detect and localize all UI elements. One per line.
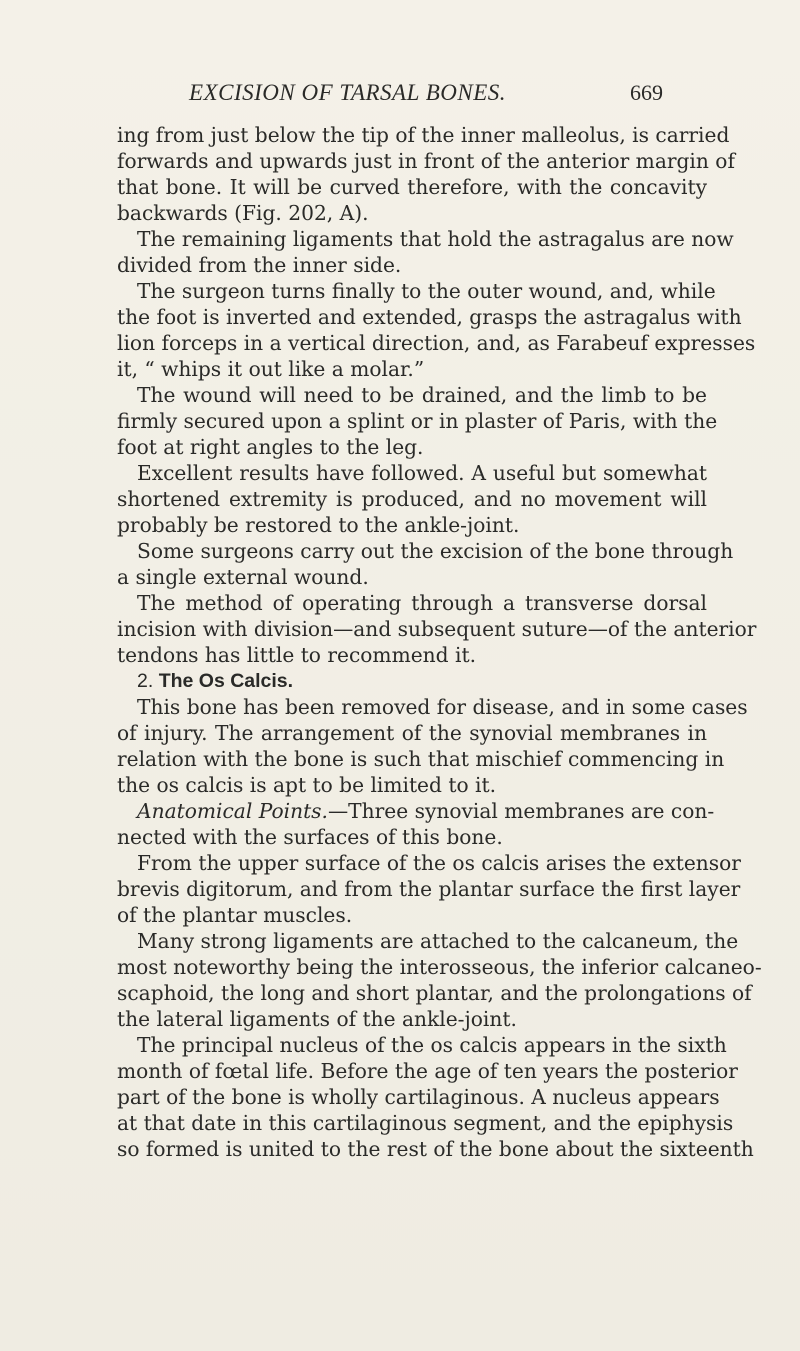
text-line: of the plantar muscles. — [117, 903, 353, 927]
text-line: divided from the inner side. — [117, 253, 402, 277]
text-line: month of fœtal life. Before the age of ten years the posterior — [117, 1059, 738, 1083]
text-line: the foot is inverted and extended, grasps the astragalus with — [117, 305, 742, 329]
text-line: tendons has little to recommend it. — [117, 643, 476, 667]
text-line: The surgeon turns finally to the outer wound, and, while — [137, 279, 716, 303]
text-line: relation with the bone is such that mischief commencing in — [117, 747, 725, 771]
page-header — [0, 80, 800, 110]
anatomical-points-label: Anatomical Points. — [137, 799, 328, 823]
text-line: shortened extremity is produced, and no movement will — [117, 487, 707, 511]
text-line: Many strong ligaments are attached to the calcaneum, the — [137, 929, 739, 953]
section-number: 2. — [137, 670, 154, 692]
text-line: the os calcis is apt to be limited to it. — [117, 773, 497, 797]
text-line: lion forceps in a vertical direction, and, as Farabeuf expresses — [117, 331, 756, 355]
text-line: The wound will need to be drained, and the limb to be — [137, 383, 707, 407]
text-line: Excellent results have followed. A useful but somewhat — [137, 461, 707, 485]
anatomical-points-line — [117, 798, 715, 824]
text-line: Some surgeons carry out the excision of the bone through — [137, 539, 734, 563]
text-line: of injury. The arrangement of the synovial membranes in — [117, 721, 707, 745]
text-line: the lateral ligaments of the ankle-joint. — [117, 1007, 517, 1031]
text-line: that bone. It will be curved therefore, with the concavity — [117, 175, 707, 199]
text-line: This bone has been removed for disease, and in some cases — [137, 695, 748, 719]
text-line: The remaining ligaments that hold the astragalus are now — [137, 227, 734, 251]
text-line: From the upper surface of the os calcis arises the extensor — [137, 851, 741, 875]
text-line: most noteworthy being the interosseous, the inferior calcaneo- — [117, 955, 762, 979]
text-line: probably be restored to the ankle-joint. — [117, 513, 520, 537]
text-line: forwards and upwards just in front of the anterior margin of — [117, 149, 735, 173]
text-line: incision with division—and subsequent suture—of the anterior — [117, 617, 757, 641]
text-line: scaphoid, the long and short plantar, and the prolongations of — [117, 981, 752, 1005]
running-head: EXCISION OF TARSAL BONES. — [189, 80, 507, 105]
body-text — [117, 122, 762, 1162]
text-line: nected with the surfaces of this bone. — [117, 825, 503, 849]
text-line: foot at right angles to the leg. — [117, 435, 424, 459]
text-line: backwards (Fig. 202, A). — [117, 201, 369, 225]
text-line: The method of operating through a transverse dorsal — [137, 591, 707, 615]
text-line: so formed is united to the rest of the bone about the sixteenth — [117, 1137, 754, 1161]
anatomical-points-text: —Three synovial membranes are con- — [327, 799, 715, 823]
text-line: The principal nucleus of the os calcis appears in the sixth — [137, 1033, 727, 1057]
page-number: 669 — [630, 80, 663, 105]
section-title: The Os Calcis. — [158, 670, 294, 692]
text-line: part of the bone is wholly cartilaginous. A nucleus appears — [117, 1085, 720, 1109]
section-heading — [117, 668, 707, 694]
text-line: at that date in this cartilaginous segment, and the epiphysis — [117, 1111, 734, 1135]
text-line: it, “ whips it out like a molar.” — [117, 357, 425, 381]
text-line: ing from just below the tip of the inner malleolus, is carried — [117, 123, 730, 147]
text-line: firmly secured upon a splint or in plaster of Paris, with the — [117, 409, 718, 433]
text-line: a single external wound. — [117, 565, 369, 589]
text-line: brevis digitorum, and from the plantar surface the first layer — [117, 877, 741, 901]
